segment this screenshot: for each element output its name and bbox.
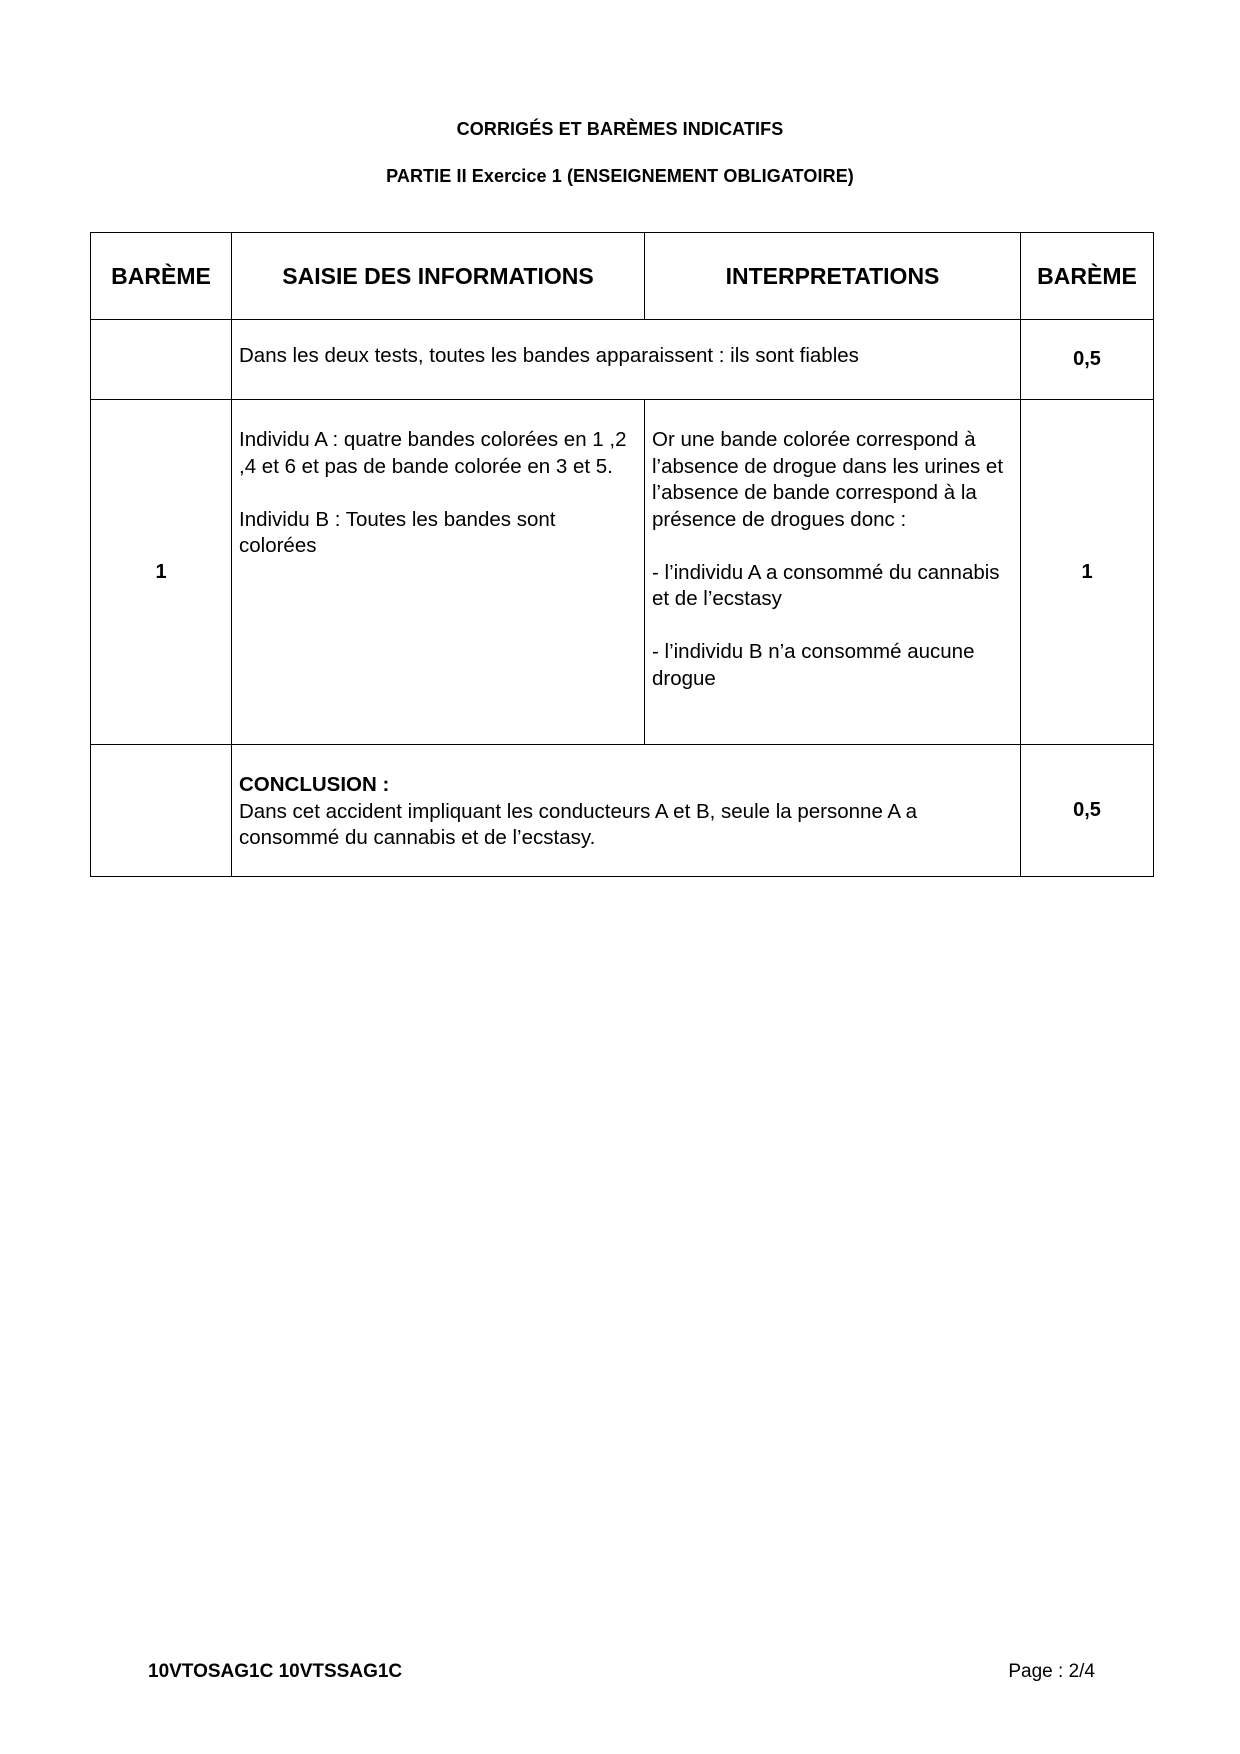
score-right: 1 [1021,400,1154,745]
saisie-individu-b: Individu B : Toutes les bandes sont colorées [239,507,556,557]
column-header-bareme-left: BARÈME [91,233,232,320]
score-left [91,745,232,877]
score-left: 1 [91,400,232,745]
footer-exam-code: 10VTOSAG1C 10VTSSAG1C [148,1661,403,1682]
score-left [91,320,232,400]
conclusion-label: CONCLUSION : [239,773,390,796]
table-row-analyse [91,400,1154,745]
column-header-saisie: SAISIE DES INFORMATIONS [232,233,645,320]
saisie-individu-a: Individu A : quatre bandes colorées en 1 ,2 ,4 et 6 et pas de bande colorée en 3 et 5. [239,428,627,478]
column-header-bareme-right: BARÈME [1021,233,1154,320]
conclusion-cell [232,745,1021,877]
document-title: CORRIGÉS ET BARÈMES INDICATIFS [456,119,784,139]
saisie-cell [232,400,645,745]
score-right: 0,5 [1021,320,1154,400]
document-subtitle: PARTIE II Exercice 1 (ENSEIGNEMENT OBLIGATOIRE) [386,166,854,186]
table-row-conclusion [91,745,1154,877]
footer-page-number: Page : 2/4 [1008,1661,1095,1682]
conclusion-text: Dans cet accident impliquant les conducteurs A et B, seule la personne A a consommé du cannabis et de l’ecstasy. [239,799,918,849]
column-header-interpretations: INTERPRETATIONS [645,233,1021,320]
interpretation-individu-a: - l’individu A a consommé du cannabis et de l’ecstasy [652,560,1000,610]
table-row-fiabilite [91,320,1154,400]
score-right: 0,5 [1021,745,1154,877]
fiabilite-text: Dans les deux tests, toutes les bandes apparaissent : ils sont fiables [232,320,1021,400]
interpretations-cell [645,400,1021,745]
grading-table [90,232,1154,877]
interpretation-individu-b: - l’individu B n’a consommé aucune drogue [652,640,975,690]
interpretation-intro: Or une bande colorée correspond à l’absence de drogue dans les urines et l’absence de bande correspond à la présence de drogues donc : [652,428,1004,531]
table-header-row [91,233,1154,320]
